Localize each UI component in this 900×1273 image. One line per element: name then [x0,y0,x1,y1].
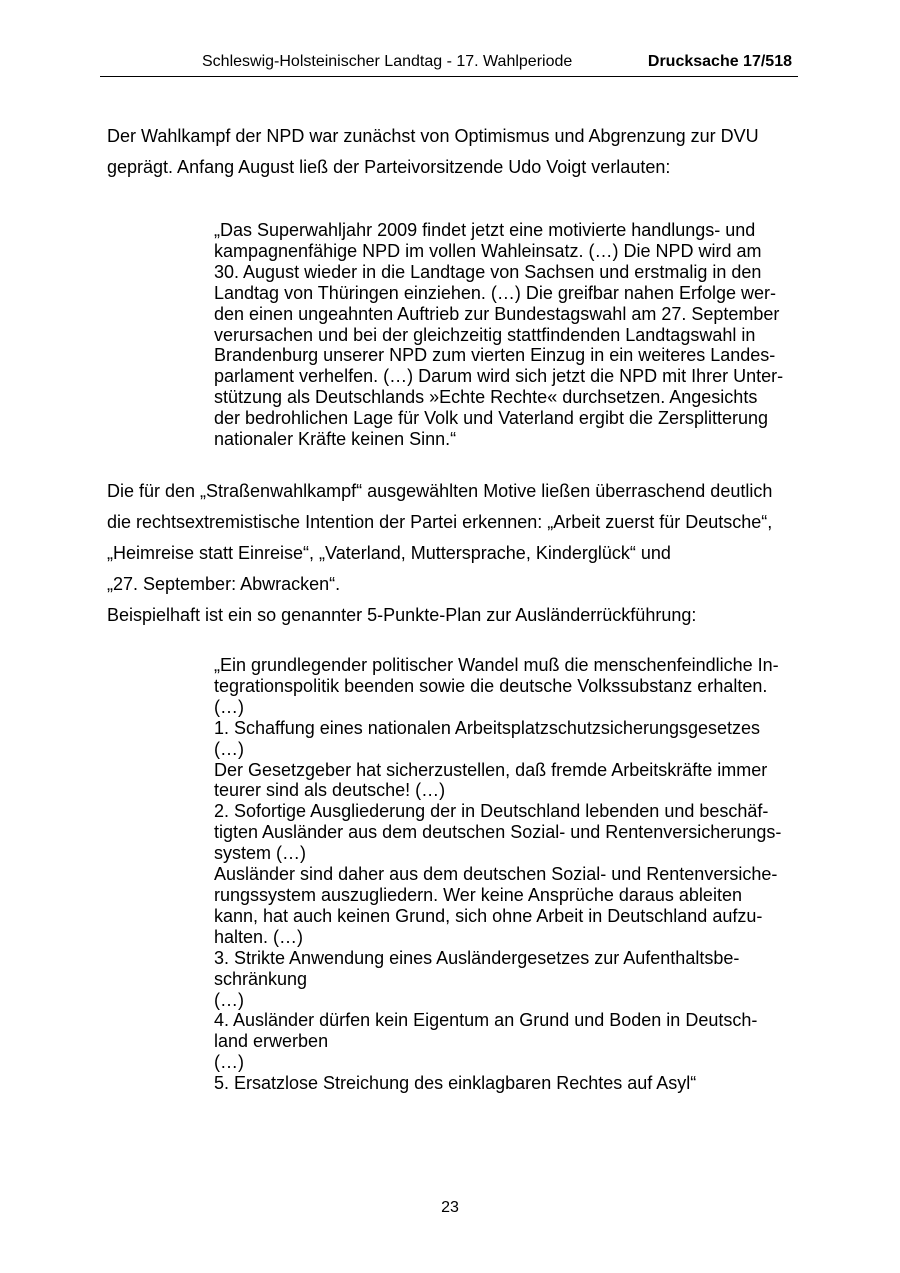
quote-line: nationaler Kräfte keinen Sinn.“ [214,429,457,450]
quote-line: (…) [214,738,244,759]
text-line: die rechtsextremistische Intention der Partei erkennen: „Arbeit zuerst für Deutsche“, [107,512,773,532]
quote-line: 5. Ersatzlose Streichung des einklagbaren Rechtes auf Asyl“ [214,1073,697,1094]
five-point-plan-quote [214,655,804,1094]
quote-line: halten. (…) [214,926,304,947]
quote-line: „Das Superwahljahr 2009 findet jetzt eine motivierte handlungs- und [214,220,756,240]
page-number: 23 [441,1199,459,1216]
quote-line: 1. Schaffung eines nationalen Arbeitsplatzschutzsicherungsgesetzes [214,717,761,738]
quote-line: verursachen und bei der gleichzeitig stattfindenden Landtagswahl in [214,324,756,345]
text-line: „Heimreise statt Einreise“, „Vaterland, Muttersprache, Kinderglück“ und [107,543,671,563]
quote-line: land erwerben [214,1031,329,1052]
quote-line: tegrationspolitik beenden sowie die deutsche Volkssubstanz erhalten. [214,675,768,696]
quote-line: kann, hat auch keinen Grund, sich ohne Arbeit in Deutschland aufzu- [214,905,763,926]
page-header [100,50,798,77]
quote-line: schränkung [214,968,308,989]
quote-line: parlament verhelfen. (…) Darum wird sich jetzt die NPD mit Ihrer Unter- [214,366,784,387]
document-number: Drucksache 17/518 [647,53,792,70]
quote-line: (…) [214,696,244,717]
quote-line: tigten Ausländer aus dem deutschen Sozial- und Rentenversicherungs- [214,822,782,843]
quote-line: den einen ungeahnten Auftrieb zur Bundestagswahl am 27. September [214,303,780,324]
quote-line: (…) [214,1052,244,1073]
quote-line: 4. Ausländer dürfen kein Eigentum an Grund und Boden in Deutsch- [214,1010,758,1031]
quote-line: teurer sind als deutsche! (…) [214,780,446,801]
voigt-quote [214,220,804,450]
quote-line: Der Gesetzgeber hat sicherzustellen, daß fremde Arbeitskräfte immer [214,759,768,780]
quote-line: 3. Strikte Anwendung eines Ausländergesetzes zur Aufenthaltsbe- [214,947,740,968]
quote-line: der bedrohlichen Lage für Volk und Vaterland ergibt die Zersplitterung [214,408,769,429]
quote-line: kampagnenfähige NPD im vollen Wahleinsatz. (…) Die NPD wird am [214,240,762,261]
intro-paragraph [107,121,797,183]
text-line: Beispielhaft ist ein so genannter 5-Punkte-Plan zur Ausländerrückführung: [107,605,697,625]
quote-line: (…) [214,989,244,1010]
quote-line: Brandenburg unserer NPD zum vierten Einzug in ein weiteres Landes- [214,345,776,366]
quote-line: stützung als Deutschlands »Echte Rechte« durchsetzen. Angesichts [214,387,758,408]
quote-line: Landtag von Thüringen einziehen. (…) Die greifbar nahen Erfolge wer- [214,282,776,303]
text-line: „27. September: Abwracken“. [107,574,341,594]
campaign-paragraph [107,476,797,631]
quote-line: system (…) [214,843,306,864]
quote-line: rungssystem auszugliedern. Wer keine Ansprüche daraus ableiten [214,884,742,905]
quote-line: „Ein grundlegender politischer Wandel muß die menschenfeindliche In- [214,655,779,675]
quote-line: 2. Sofortige Ausgliederung der in Deutschland lebenden und beschäf- [214,801,769,822]
text-line: Die für den „Straßenwahlkampf“ ausgewählten Motive ließen überraschend deutlich [107,481,773,501]
header-title: Schleswig-Holsteinischer Landtag - 17. Wahlperiode [202,53,573,70]
quote-line: Ausländer sind daher aus dem deutschen Sozial- und Rentenversiche- [214,864,778,885]
quote-line: 30. August wieder in die Landtage von Sachsen und erstmalig in den [214,261,762,282]
text-line: Der Wahlkampf der NPD war zunächst von Optimismus und Abgrenzung zur DVU [107,126,759,146]
text-line: geprägt. Anfang August ließ der Parteivorsitzende Udo Voigt verlauten: [107,157,671,177]
